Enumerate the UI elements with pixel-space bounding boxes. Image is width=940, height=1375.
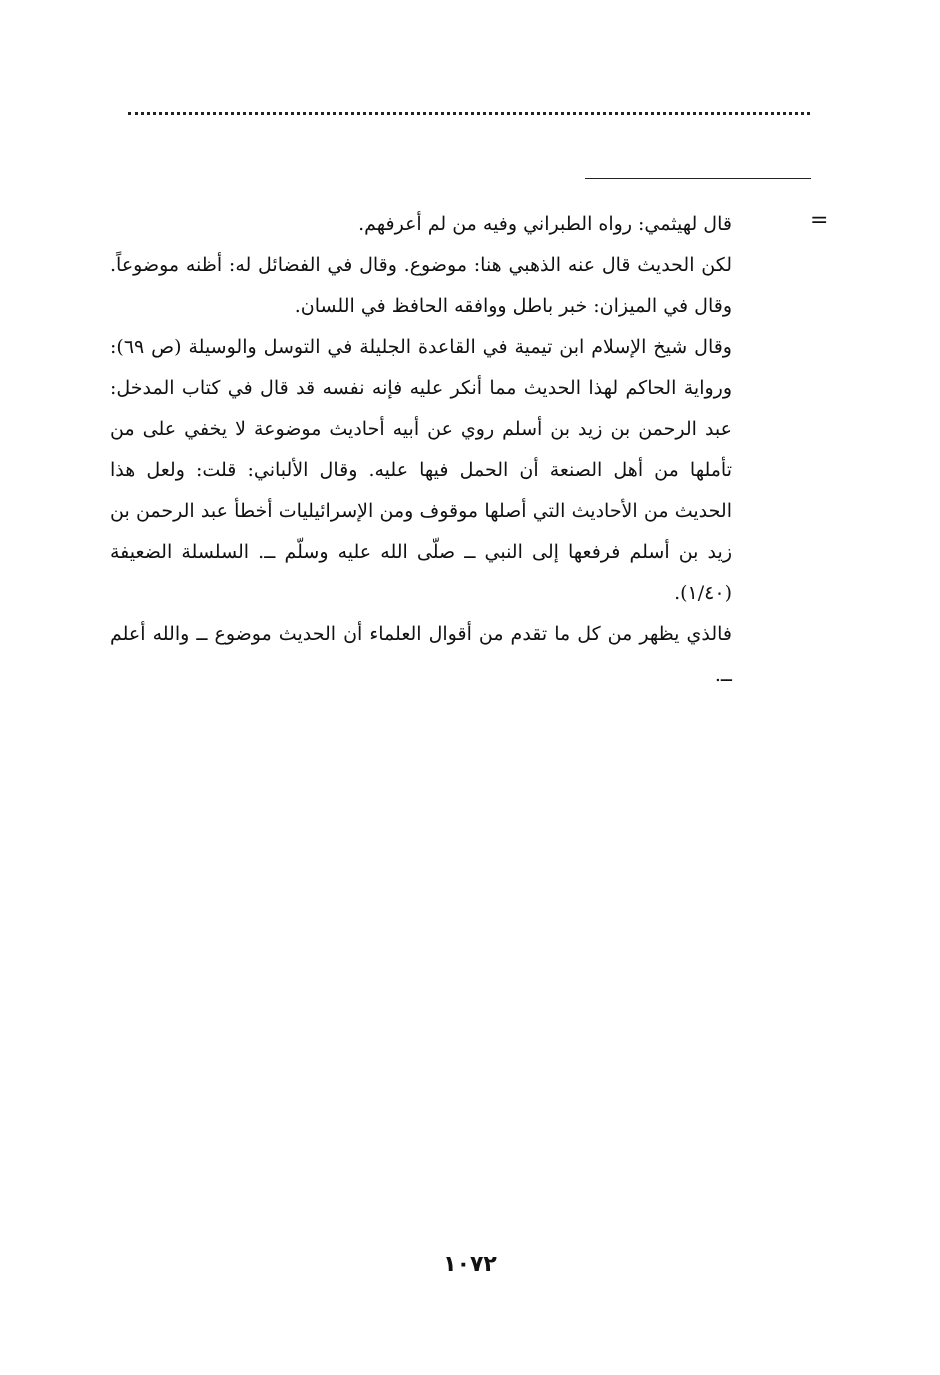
footnote-continuation-mark: = [810, 208, 829, 233]
footnote-rule [585, 178, 811, 179]
dotted-separator [128, 112, 810, 115]
footnote-paragraph-3: وقال شيخ الإسلام ابن تيمية في القاعدة الجليلة في التوسل والوسيلة (ص ٦٩): ورواية الحاكم لهذا الحديث مما أنكر عليه فإنه نفسه قد قال في كتاب المدخل: عبد الرحمن بن زيد بن أسلم روي عن أبيه أحاديث موضوعة لا يخفي على من تأملها من أهل الصنعة أن الحمل فيها عليه. وقال الألباني: قلت: ولعل هذا الحديث من الأحاديث التي أصلها موقوف ومن الإسرائيليات أخطأ عبد الرحمن بن زيد بن أسلم فرفعها إلى النبي ــ صلّى الله عليه وسلّم ــ. السلسلة الضعيفة (١/٤٠). [110, 336, 732, 604]
footnote-paragraph-1: قال لهيثمي: رواه الطبراني وفيه من لم أعرفهم. [358, 213, 732, 235]
footnote-paragraph-2: لكن الحديث قال عنه الذهبي هنا: موضوع. وقال في الفضائل له: أظنه موضوعاً. وقال في الميزان: خبر باطل ووافقه الحافظ في اللسان. [110, 254, 732, 317]
page-number: ١٠٧٢ [443, 1252, 497, 1277]
footnote-body [110, 204, 732, 696]
footnote-paragraph-4: فالذي يظهر من كل ما تقدم من أقوال العلماء أن الحديث موضوع ــ والله أعلم ــ. [110, 623, 732, 686]
